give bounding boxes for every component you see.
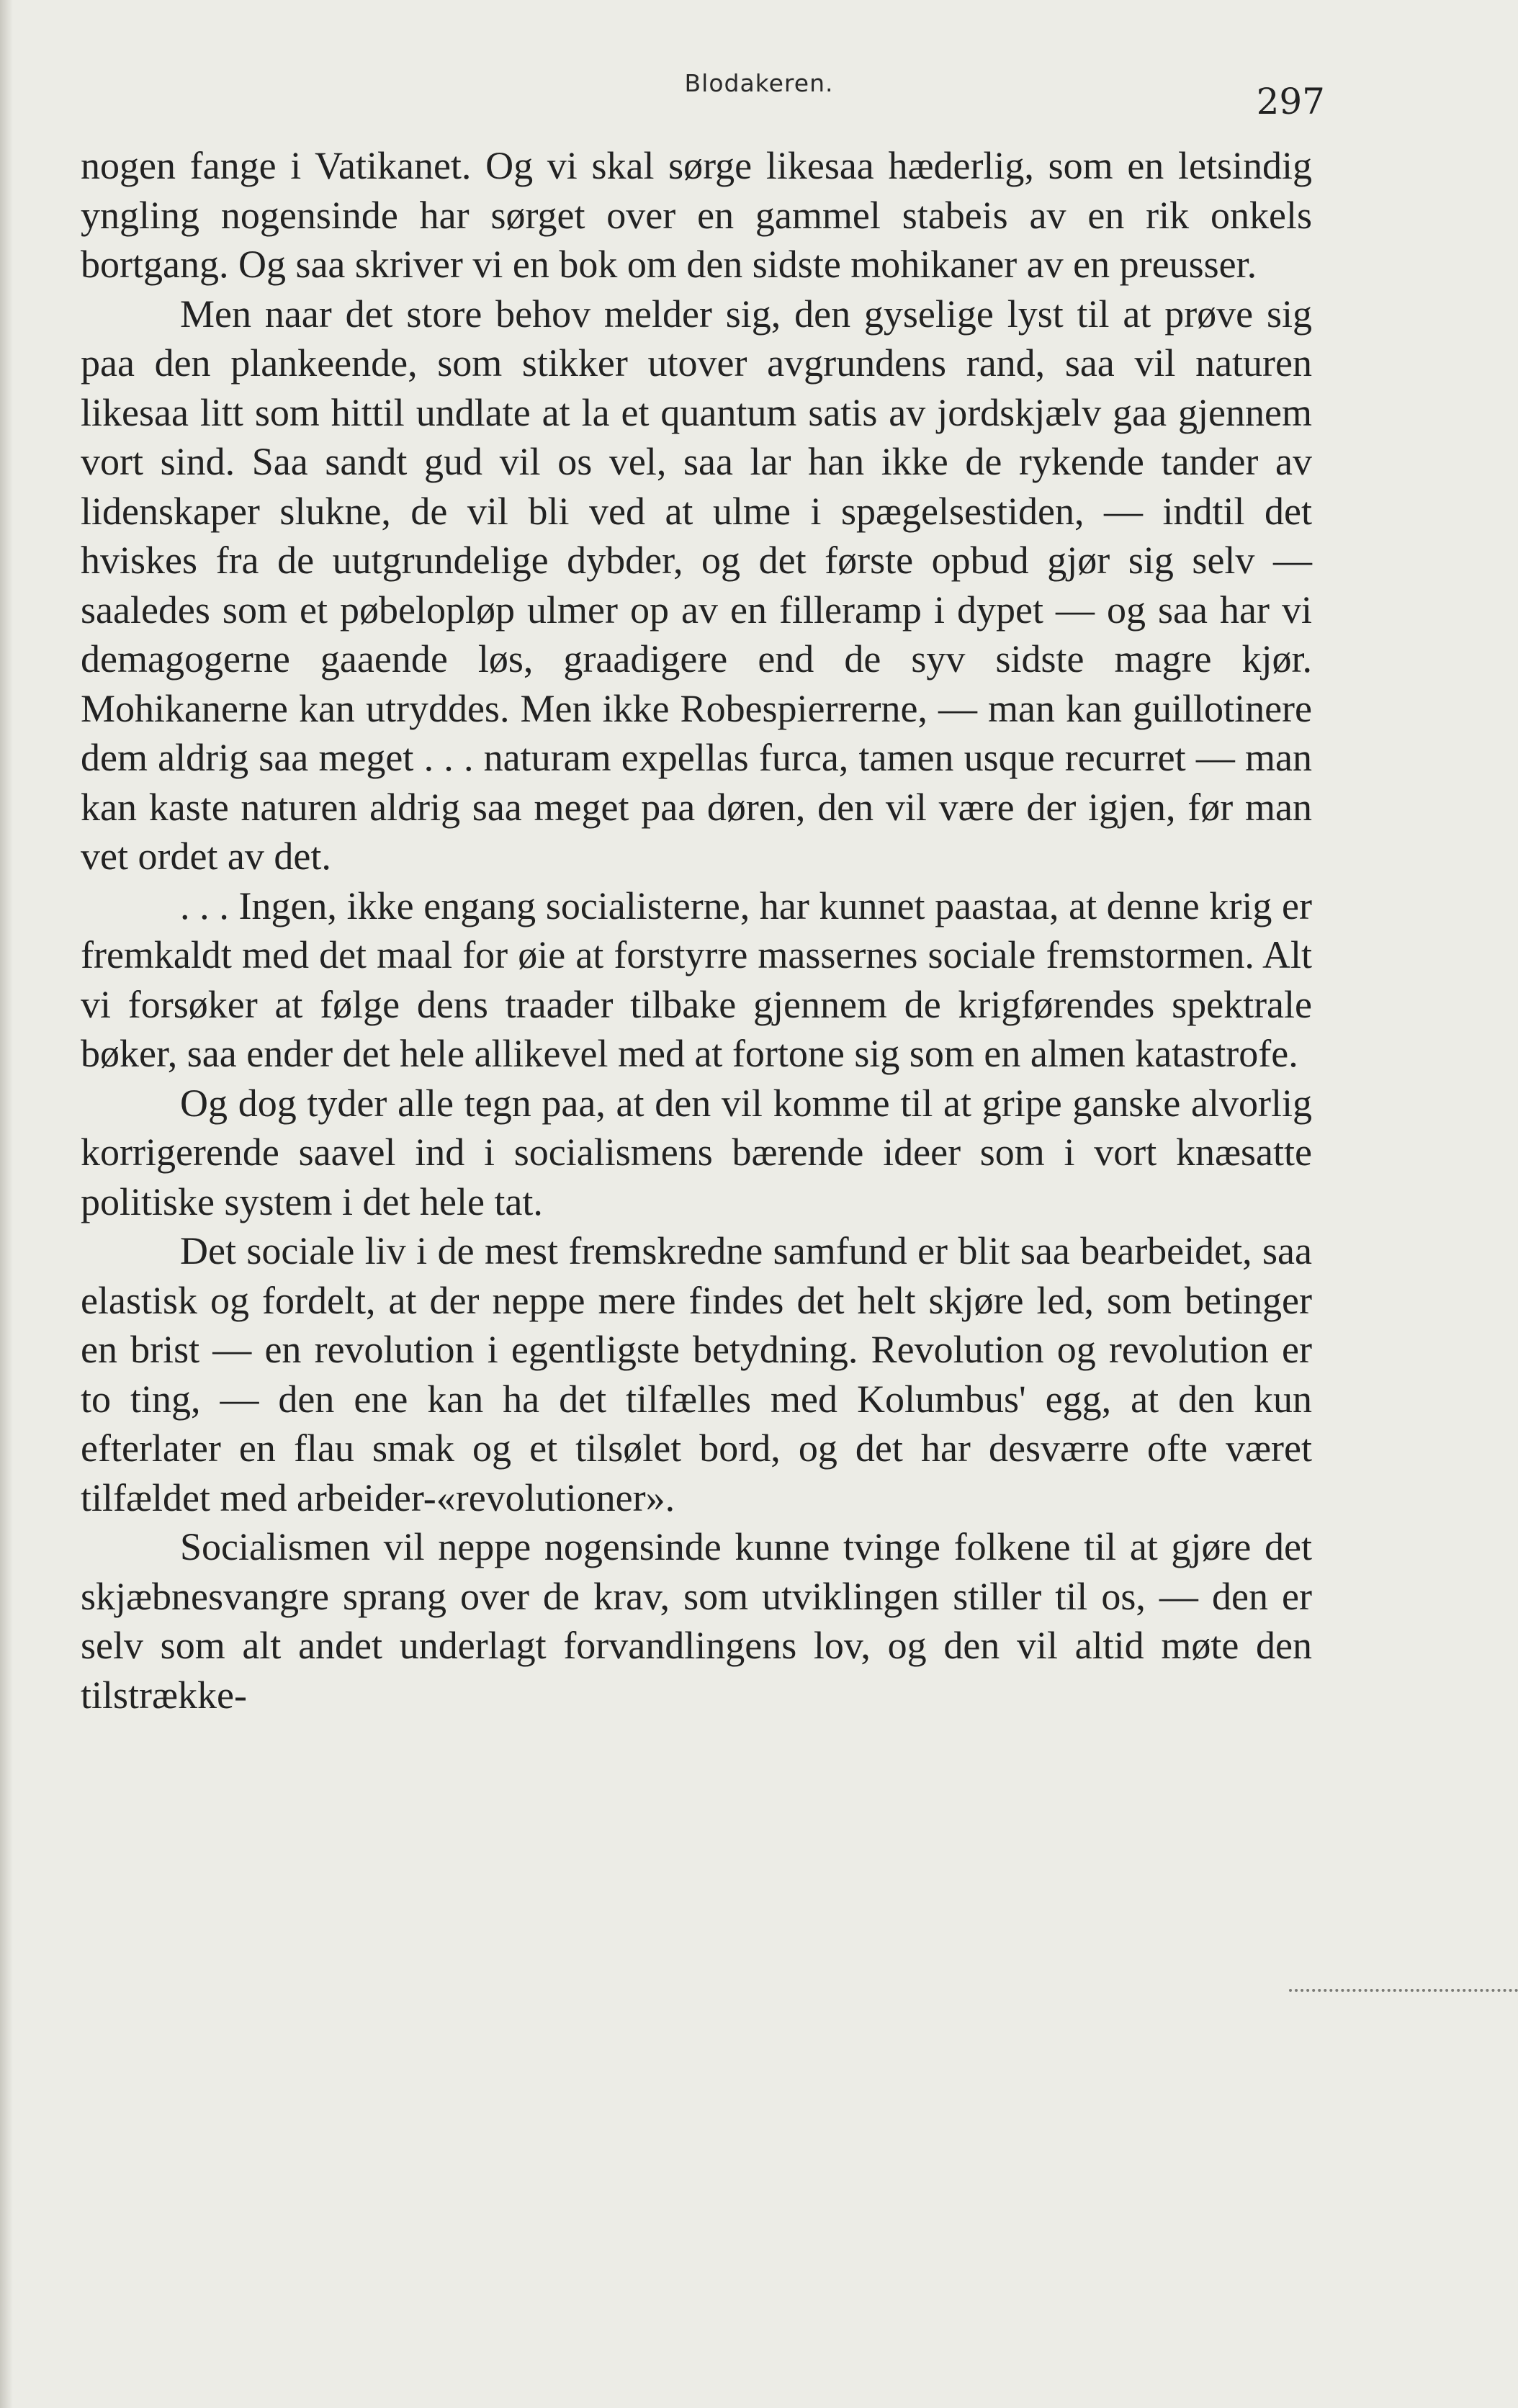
page-edge-shadow [0, 0, 13, 2408]
running-title: Blodakeren. [684, 69, 834, 97]
dotted-leader-line [1289, 1989, 1518, 1992]
paragraph-6: Socialismen vil neppe nogensinde kunne tvinge folkene til at gjøre det skjæbnesvangre sprang over de krav, som utviklingen stiller til os, — den er selv som alt andet underlagt forvandlingens lov, og den vil altid møte den tilstrække- [81, 1525, 1312, 1717]
body-text [81, 141, 1312, 1720]
paragraph-1: nogen fange i Vatikanet. Og vi skal sørge likesaa hæderlig, som en letsindig yngling nogensinde har sørget over en gammel stabeis av en rik onkels bortgang. Og saa skriver vi en bok om den sidste mohikaner av en preusser. [81, 144, 1312, 286]
paragraph-4: Og dog tyder alle tegn paa, at den vil komme til at gripe ganske alvorlig korrigerende saavel ind i socialismens bærende ideer som i vort knæsatte politiske system i det hele tat. [81, 1081, 1312, 1223]
paragraph-2: Men naar det store behov melder sig, den gyselige lyst til at prøve sig paa den plankeende, som stikker utover avgrundens rand, saa vil naturen likesaa litt som hittil undlate at la et quantum satis av jordskjælv gaa gjennem vort sind. Saa sandt gud vil os vel, saa lar han ikke de rykende tander av lidenskaper slukne, de vil bli ved at ulme i spægelsestiden, — indtil det hviskes fra de uutgrundelige dybder, og det første opbud gjør sig selv — saaledes som et pøbelopløp ulmer op av en filleramp i dypet — og saa har vi demagogerne gaaende løs, graadigere end de syv sidste magre kjør. Mohikanerne kan utryddes. Men ikke Robespierrerne, — man kan guillotinere dem aldrig saa meget . . . naturam expellas furca, tamen usque recurret — man kan kaste naturen aldrig saa meget paa døren, den vil være der igjen, før man vet ordet av det. [81, 292, 1312, 878]
page-number: 297 [1256, 81, 1325, 122]
paragraph-5: Det sociale liv i de mest fremskredne samfund er blit saa bearbeidet, saa elastisk og fordelt, at der neppe mere findes det helt skjøre led, som betinger en brist — en revolution i egentligste betydning. Revolution og revolution er to ting, — den ene kan ha det tilfælles med Kolumbus' egg, at den kun efterlater en flau smak og et tilsølet bord, og det har desværre ofte været tilfældet med arbeider-«revolutioner». [81, 1229, 1312, 1519]
paragraph-3: . . . Ingen, ikke engang socialisterne, har kunnet paastaa, at denne krig er fremkaldt med det maal for øie at forstyrre massernes sociale fremstormen. Alt vi forsøker at følge dens traader tilbake gjennem de krigførendes spektrale bøker, saa ender det hele allikevel med at fortone sig som en almen katastrofe. [81, 884, 1312, 1075]
